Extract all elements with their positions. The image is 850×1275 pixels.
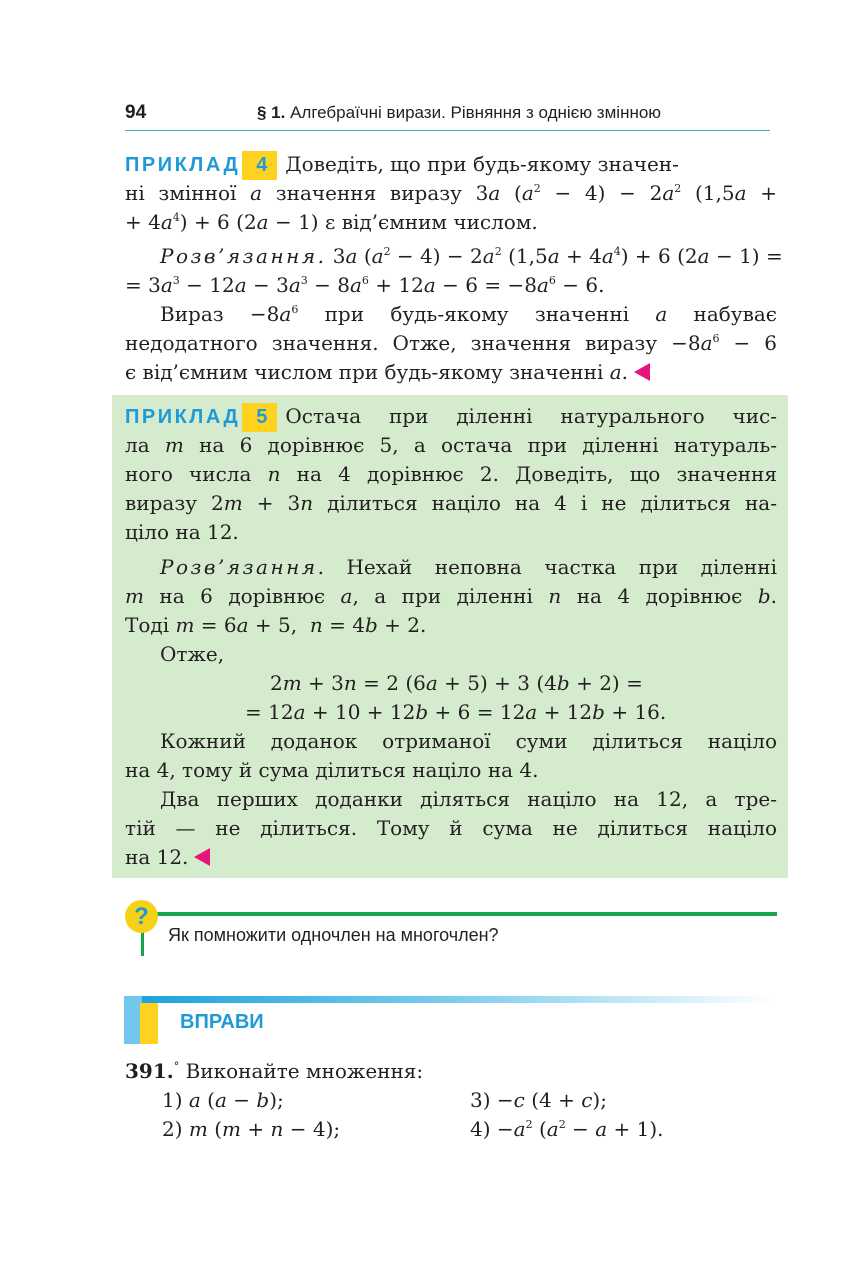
task-item-4: $4) -a^2$ $(a^2 - a + 1)$. <box>470 1117 664 1141</box>
exercises-rule <box>138 996 778 1003</box>
example4-text: при будь-якому значенні <box>298 302 656 326</box>
example5-line1 <box>125 402 777 432</box>
task-item-2: 2) m (m + n − 4); <box>162 1117 341 1141</box>
example5-text: ціло на 12. <box>125 520 239 544</box>
example5-text: виразу <box>125 491 211 515</box>
example4-text: недодатного значення. Отже, значення виразу <box>125 331 672 355</box>
task-item-3: 3) −c (4 + c); <box>470 1088 607 1112</box>
example5-text: . Нехай неповна частка при діленні <box>317 555 777 579</box>
example5-text: на 4 дорівнює <box>561 584 758 608</box>
example5-text: Отже, <box>160 642 225 666</box>
variable-n: n <box>267 462 281 486</box>
example5-equation2: = 12a + 10 + 12b + 6 = 12a + 12b + 16. <box>245 700 667 724</box>
example4-solution-line2: = $3a^3 - 12a - 3a^3 - 8a^6 + 12a - 6 = -8a^6 - 6$. <box>125 273 605 297</box>
example5-solution-line2: m на 6 дорівнює a, а при діленні n на 4 дорівнює b. <box>125 584 778 608</box>
example4-text: є від’ємним числом при будь-якому значенні <box>125 360 610 384</box>
example4-line1 <box>125 150 777 180</box>
solution-label: Розв’язання. <box>160 244 327 268</box>
example5-text: на 6 дорівнює <box>143 584 341 608</box>
section-mark: § 1. <box>257 103 286 122</box>
example5-equation1: 2m + 3n = 2 (6a + 5) + 3 (4b + 2) = <box>270 671 643 695</box>
example5-text: на 12. <box>125 845 189 869</box>
end-triangle-icon <box>194 848 210 866</box>
question-text: Як помножити одночлен на многочлен? <box>168 925 499 945</box>
variable-m: m <box>164 433 184 457</box>
example5-conclusion-line4 <box>125 814 777 843</box>
task-item-1: 1) a (a − b); <box>162 1088 284 1112</box>
example4-text: ɛ від’ємним числом. <box>324 210 538 234</box>
example4-line3: + $4a^4) + 6$ (2a − 1) ɛ від’ємним числом. <box>125 210 538 234</box>
example5-line5 <box>125 518 777 547</box>
example5-text: Кожний доданок отриманої суми ділиться націло <box>160 729 777 753</box>
example5-line4: виразу 2m + 3n ділиться націло на 4 і не ділиться на- <box>125 491 777 515</box>
example5-line2 <box>125 431 777 460</box>
example4-text: ні змінної <box>125 181 251 205</box>
example5-solution-line1 <box>160 553 777 582</box>
running-head-title <box>257 103 661 123</box>
example4-text: набуває <box>667 302 777 326</box>
example5-conclusion-line5 <box>125 843 777 872</box>
example5-text: на 6 дорівнює 5, а остача при діленні натураль- <box>183 433 777 457</box>
example5-text: ділиться націло на 4 і не ділиться на- <box>313 491 777 515</box>
example5-text: на 4 дорівнює 2. Доведіть, що значення <box>280 462 777 486</box>
example5-text: тій — не ділиться. Тому й сума не ділиться націло <box>125 816 777 840</box>
task-text: Виконайте множення: <box>179 1059 424 1083</box>
exercises-tab-yellow <box>140 1003 158 1044</box>
example4-solution-line4: недодатного значення. Отже, значення виразу $-8a^6 - 6$ <box>125 331 777 355</box>
example5-text: ного числа <box>125 462 268 486</box>
task-391 <box>125 1057 423 1086</box>
task-number: 391. <box>125 1059 174 1083</box>
example4-text: Доведіть, що при будь-якому значен- <box>285 152 679 176</box>
example4-solution-line5: є від’ємним числом при будь-якому значенні a. <box>125 358 777 387</box>
example5-conclusion-line1 <box>160 727 777 756</box>
page-number: 94 <box>125 102 147 123</box>
example5-text: Тоді <box>125 613 176 637</box>
example5-number: 5 <box>242 403 277 432</box>
example4-text: значення виразу <box>262 181 476 205</box>
example4-solution-line3: Вираз $-8a^6$ при будь-якому значенні a набуває <box>160 302 777 326</box>
example4-number: 4 <box>242 151 277 180</box>
question-rule <box>141 912 777 916</box>
solution-label: Розв’язання <box>160 555 318 579</box>
variable-a: a <box>250 181 263 205</box>
example5-otzhe <box>160 640 777 669</box>
example5-text: Остача при діленні натурального чис- <box>285 404 777 428</box>
question-mark-icon: ? <box>125 900 158 933</box>
example5-line3 <box>125 460 777 489</box>
example5-text: на 4, тому й сума ділиться націло на 4. <box>125 758 539 782</box>
running-header <box>125 98 770 131</box>
exercises-title: ВПРАВИ <box>180 1011 264 1033</box>
example4-line2: ні змінної a значення виразу 3a $(a^2 - 4) - 2a^2$ (1,5a + <box>125 181 777 205</box>
example5-conclusion-line3 <box>160 785 777 814</box>
example4-label: ПРИКЛАД <box>125 154 241 176</box>
example4-solution-line1: Розв’язання. 3a $(a^2 - 4) - 2a^2$ $(1,5a + 4a^4) + 6$ (2a − 1) = <box>160 244 783 268</box>
end-triangle-icon <box>634 363 650 381</box>
example4-text: Вираз <box>160 302 250 326</box>
example5-text: , а при діленні <box>352 584 549 608</box>
example5-text: ла <box>125 433 165 457</box>
example5-solution-line3: Тоді m = 6a + 5, n = 4b + 2. <box>125 613 427 637</box>
example5-label: ПРИКЛАД <box>125 406 241 428</box>
example5-text: Два перших доданки діляться націло на 12, а тре- <box>160 787 777 811</box>
example5-conclusion-line2 <box>125 756 777 785</box>
section-title: Алгебраїчні вирази. Рівняння з однією змінною <box>285 103 662 122</box>
task-difficulty-mark: ° <box>173 1060 180 1073</box>
